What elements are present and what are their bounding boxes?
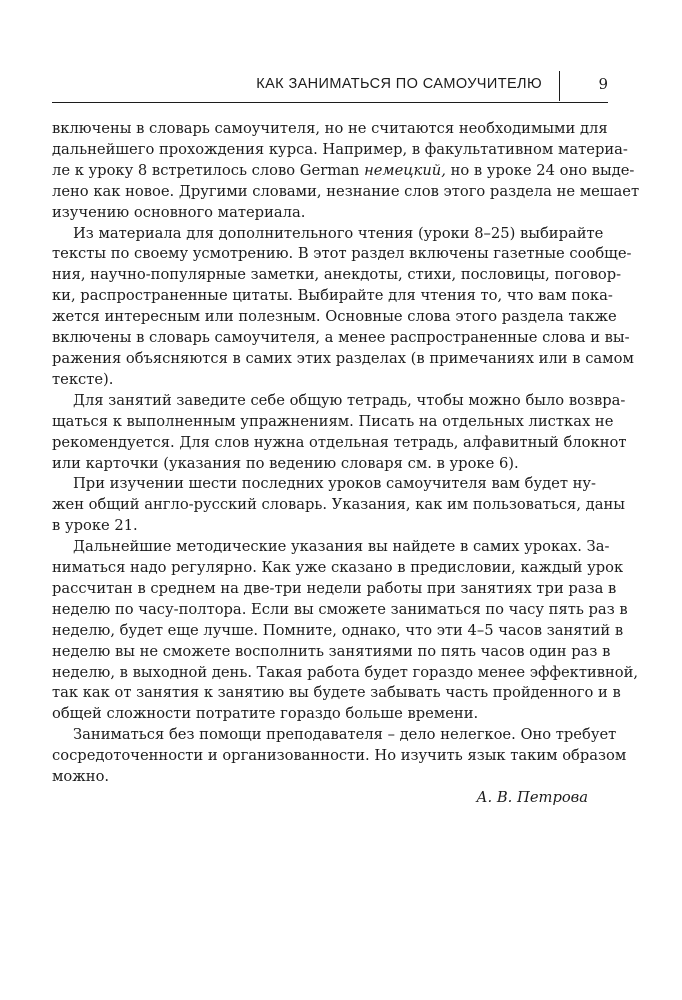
text-line: можно. — [52, 768, 110, 786]
text-line: неделю по часу-полтора. Если вы сможете заниматься по часу пять раз в — [52, 600, 628, 618]
text-line: Для занятий заведите себе общую тетрадь, чтобы можно было возвра- — [73, 391, 626, 409]
text-line: ния, научно-популярные заметки, анекдоты, стихи, пословицы, поговор- — [52, 266, 622, 284]
text-line: неделю, в выходной день. Такая работа будет гораздо менее эффективной, — [52, 663, 639, 681]
text-line: общей сложности потратите гораздо больше времени. — [52, 705, 479, 723]
text-line — [52, 161, 635, 182]
text-line: ки, распространенные цитаты. Выбирайте для чтения то, что вам пока- — [52, 287, 613, 305]
text-line: Из материала для дополнительного чтения (уроки 8–25) выбирайте — [73, 224, 604, 242]
text-line: Дальнейшие методические указания вы найдете в самих уроках. За- — [73, 538, 610, 556]
header-divider — [559, 71, 560, 101]
text-line: или карточки (указания по ведению словаря см. в уроке 6). — [52, 454, 519, 472]
text-line: ражения объясняются в самих этих разделах (в примечаниях или в самом — [52, 349, 634, 367]
body-text — [52, 119, 640, 809]
author-signature: А. В. Петрова — [476, 789, 588, 806]
text-line: включены в словарь самоучителя, но не считаются необходимыми для — [52, 120, 608, 137]
text-line: лено как новое. Другими словами, незнание слов этого раздела не мешает — [52, 182, 640, 200]
text-run: но в уроке 24 оно выде- — [445, 161, 635, 179]
text-line: Заниматься без помощи преподавателя – дело нелегкое. Оно требует — [73, 726, 617, 744]
paragraph — [52, 474, 625, 537]
italic-word: немецкий, — [364, 161, 446, 179]
paragraph — [52, 391, 627, 475]
running-header-title: КАК ЗАНИМАТЬСЯ ПО САМОУЧИТЕЛЮ — [256, 76, 542, 92]
text-line: рассчитан в среднем на две-три недели работы при занятиях три раза в — [52, 579, 617, 597]
paragraph — [52, 537, 639, 725]
text-line: тексты по своему усмотрению. В этот раздел включены газетные сообще- — [52, 245, 632, 263]
page-number: 9 — [598, 75, 608, 93]
text-line: так как от занятия к занятию вы будете забывать часть пройденного и в — [52, 684, 621, 702]
text-line: неделю вы не сможете восполнить занятиями по пять часов один раз в — [52, 642, 611, 660]
text-line: в уроке 21. — [52, 517, 138, 535]
paragraph — [52, 224, 634, 391]
running-header — [52, 68, 608, 103]
text-line: сосредоточенности и организованности. Но изучить язык таким образом — [52, 747, 627, 765]
text-line: дальнейшего прохождения курса. Например, в факультативном материа- — [52, 140, 628, 158]
text-line: щаться к выполненным упражнениям. Писать на отдельных листках не — [52, 412, 614, 430]
text-line: жется интересным или полезным. Основные слова этого раздела также — [52, 308, 617, 326]
paragraph — [52, 725, 627, 788]
text-line: При изучении шести последних уроков самоучителя вам будет ну- — [73, 475, 597, 493]
text-line: ниматься надо регулярно. Как уже сказано в предисловии, каждый урок — [52, 559, 624, 577]
paragraph — [52, 119, 640, 224]
text-run: ле к уроку 8 встретилось слово German — [52, 161, 365, 179]
text-line: тексте). — [52, 370, 114, 388]
text-line: жен общий англо-русский словарь. Указания, как им пользоваться, даны — [52, 496, 625, 514]
text-line: рекомендуется. Для слов нужна отдельная тетрадь, алфавитный блокнот — [52, 433, 627, 451]
text-line: изучению основного материала. — [52, 203, 306, 221]
text-line: неделю, будет еще лучше. Помните, однако, что эти 4–5 часов занятий в — [52, 621, 624, 639]
text-line: включены в словарь самоучителя, а менее распространенные слова и вы- — [52, 329, 630, 347]
